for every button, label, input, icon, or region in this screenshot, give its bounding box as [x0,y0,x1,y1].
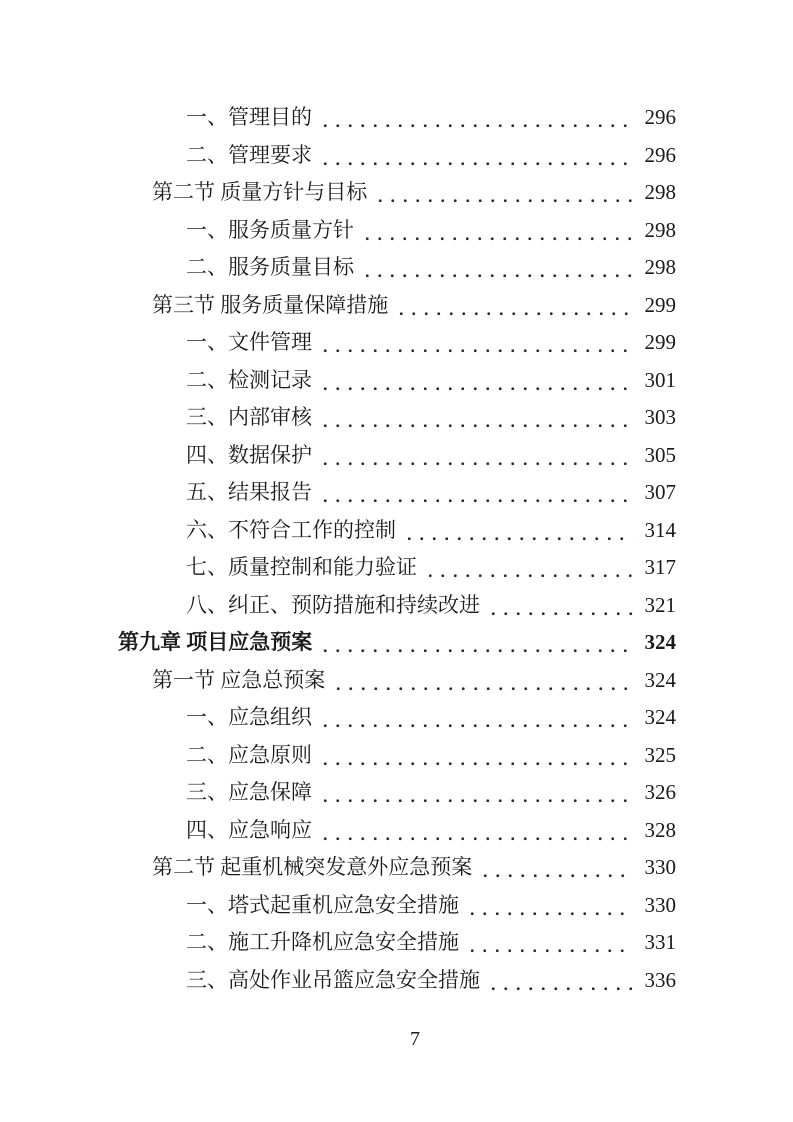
toc-entry-page: 317 [644,555,676,579]
dot-leader [319,137,633,175]
dot-leader [319,699,633,737]
toc-entry-title: 四、数据保护 [186,442,312,467]
toc-entry-title: 第二节 起重机械突发意外应急预案 [152,855,473,879]
toc-entry-page: 324 [644,705,676,729]
dot-leader [424,549,633,587]
toc-entry-page: 298 [644,217,676,242]
toc-entry-page: 305 [644,442,676,467]
toc-entry [118,174,676,212]
toc-entry [118,437,676,475]
dot-leader [319,812,633,850]
toc-entry [118,849,676,887]
toc-entry-title: 第三节 服务质量保障措施 [152,292,389,317]
toc-entry-page: 330 [644,855,676,879]
toc-entry-title: 五、结果报告 [186,480,312,504]
toc-entry-page: 324 [644,667,676,692]
toc-entry [118,549,676,587]
toc-entry-page: 324 [644,630,676,654]
dot-leader [466,924,633,962]
toc-entry-page: 307 [644,480,676,504]
toc-entry-title: 一、塔式起重机应急安全措施 [186,892,459,917]
toc-entry-page: 314 [644,517,676,542]
toc-entry-title: 二、服务质量目标 [186,255,354,279]
toc-entry [118,324,676,362]
toc-entry-page: 296 [644,105,676,129]
toc-entry [118,399,676,437]
toc-entry-title: 一、文件管理 [186,330,312,354]
dot-leader [361,249,633,287]
dot-leader [479,849,633,887]
dot-leader [466,887,633,925]
toc-entry [118,99,676,137]
toc-entry-page: 299 [644,292,676,317]
toc-entry [118,512,676,550]
dot-leader [319,437,633,475]
dot-leader [403,512,633,550]
toc-entry-title: 二、管理要求 [186,142,312,167]
toc-entry-page: 299 [644,330,676,354]
toc-entry [118,587,676,625]
toc-entry-title: 第二节 质量方针与目标 [152,180,368,204]
toc-entry [118,624,676,662]
dot-leader [319,624,633,662]
toc-list [118,99,676,999]
toc-entry-title: 二、施工升降机应急安全措施 [186,930,459,954]
dot-leader [319,324,633,362]
dot-leader [319,774,633,812]
toc-entry-page: 298 [644,180,676,204]
dot-leader [319,737,633,775]
toc-entry-page: 336 [644,967,676,992]
toc-entry-title: 二、检测记录 [186,367,312,392]
toc-entry-page: 303 [644,405,676,429]
toc-entry-title: 六、不符合工作的控制 [186,517,396,542]
toc-entry-page: 325 [644,742,676,767]
toc-entry-page: 331 [644,930,676,954]
toc-entry-title: 一、应急组织 [186,705,312,729]
toc-entry [118,812,676,850]
toc-entry [118,662,676,700]
toc-entry-page: 330 [644,892,676,917]
toc-entry-page: 321 [644,592,676,617]
dot-leader [332,662,633,700]
dot-leader [374,174,633,212]
toc-entry-title: 二、应急原则 [186,742,312,767]
toc-entry [118,249,676,287]
toc-entry-title: 一、管理目的 [186,105,312,129]
toc-entry-title: 三、内部审核 [186,405,312,429]
toc-entry-page: 326 [644,780,676,804]
toc-entry [118,212,676,250]
toc-entry [118,962,676,1000]
toc-entry [118,699,676,737]
toc-entry [118,137,676,175]
toc-entry [118,774,676,812]
toc-entry [118,924,676,962]
toc-entry-page: 298 [644,255,676,279]
toc-entry [118,287,676,325]
toc-entry-title: 第一节 应急总预案 [152,667,326,692]
toc-entry-page: 328 [644,817,676,842]
toc-entry-page: 301 [644,367,676,392]
toc-entry-title: 第九章 项目应急预案 [118,630,313,654]
dot-leader [319,99,633,137]
dot-leader [487,962,633,1000]
toc-entry [118,362,676,400]
dot-leader [319,399,633,437]
toc-entry-title: 八、纠正、预防措施和持续改进 [186,592,480,617]
toc-entry-title: 三、应急保障 [186,780,312,804]
toc-entry-page: 296 [644,142,676,167]
toc-entry-title: 七、质量控制和能力验证 [186,555,417,579]
toc-entry [118,737,676,775]
dot-leader [395,287,633,325]
dot-leader [487,587,633,625]
dot-leader [361,212,633,250]
dot-leader [319,362,633,400]
dot-leader [319,474,633,512]
footer-page-number: 7 [410,1028,420,1050]
toc-entry [118,474,676,512]
toc-entry [118,887,676,925]
toc-entry-title: 四、应急响应 [186,817,312,842]
toc-entry-title: 三、高处作业吊篮应急安全措施 [186,967,480,992]
toc-entry-title: 一、服务质量方针 [186,217,354,242]
